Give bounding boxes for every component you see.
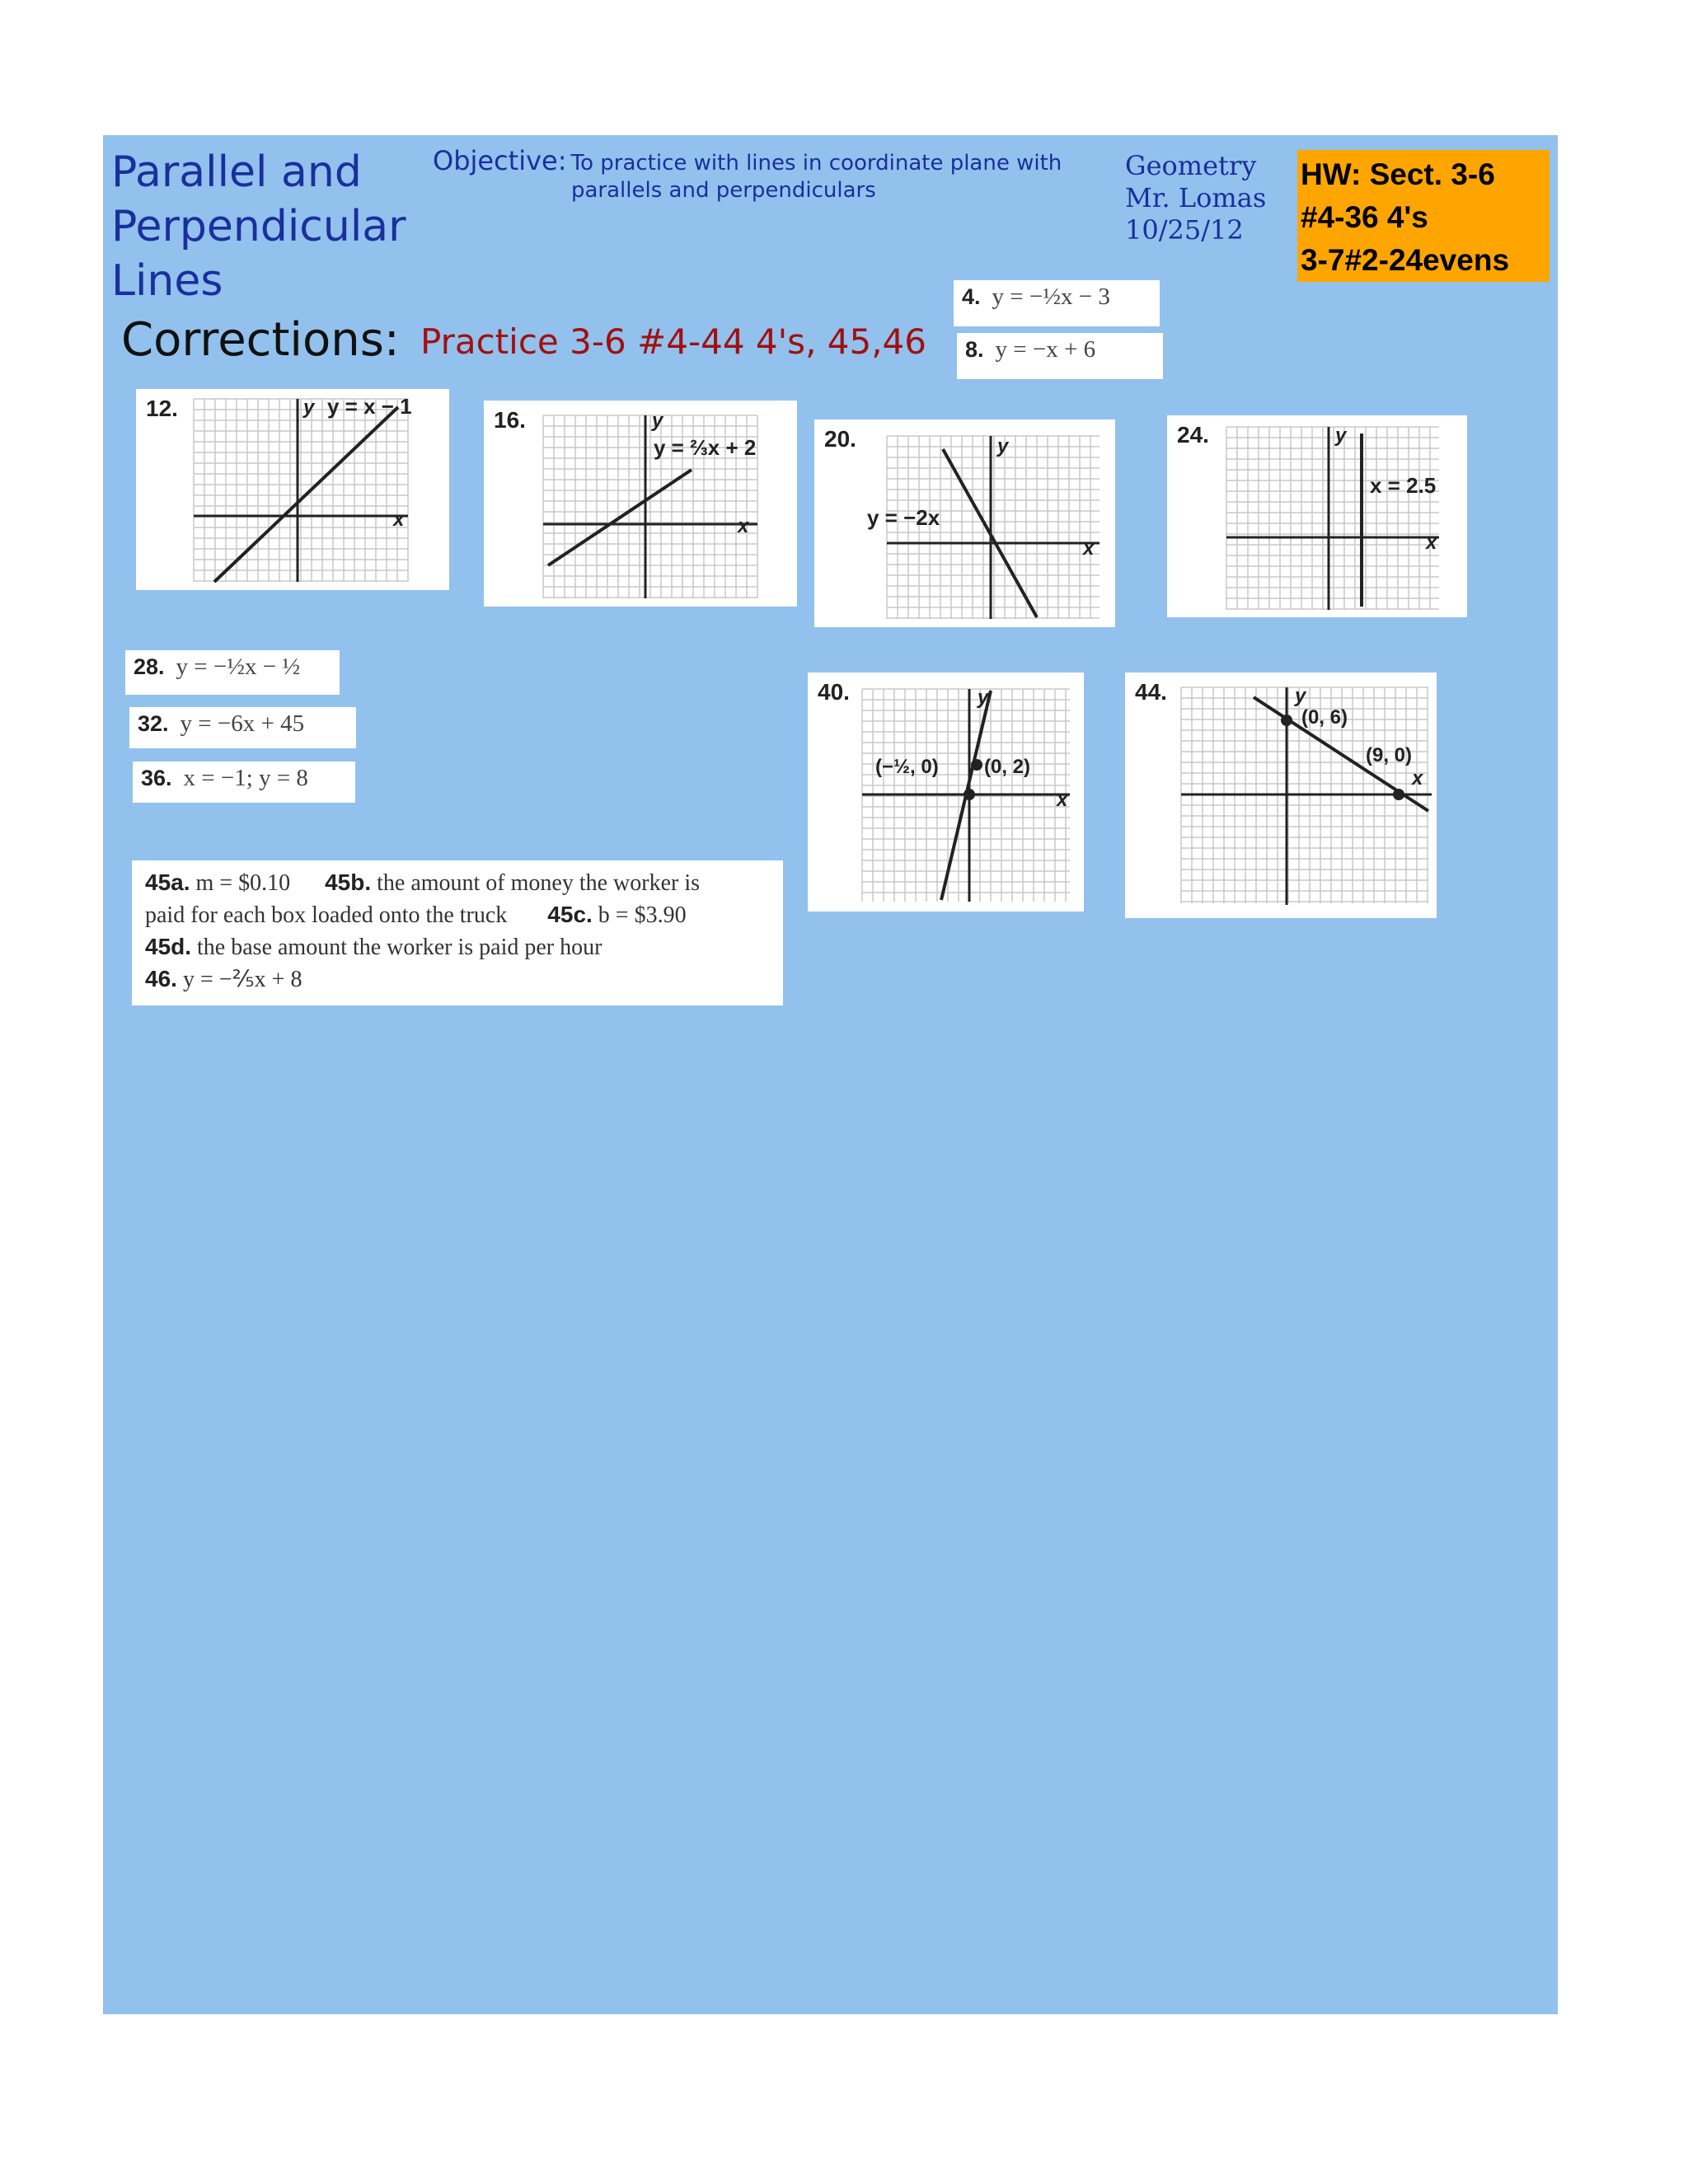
answers-45-46 [132,860,783,1005]
answer-number: 45a. [145,869,190,895]
answer-45b-45c [145,899,770,931]
point-label: (0, 2) [984,756,1031,778]
answer-45d: the base amount the worker is paid per hour [197,935,603,960]
y-axis-label: y [1295,685,1306,707]
y-axis-label: y [652,410,663,432]
graph-24-plot [1167,415,1467,617]
worksheet-board [103,135,1558,2014]
point-label: (9, 0) [1366,744,1413,766]
answer-8 [957,333,1163,379]
y-axis-label: y [997,435,1009,457]
problem-number: 12. [146,396,178,421]
answer-expression: y = −½x − 3 [992,284,1110,310]
problem-number: 16. [494,407,526,433]
answer-45c: b = $3.90 [598,902,687,928]
objective-text-2: parallels and perpendiculars [571,178,876,203]
graph-line [548,470,692,565]
x-axis-label: x [1057,789,1068,811]
answer-number: 45c. [547,902,593,927]
answer-expression: y = −6x + 45 [180,710,305,737]
problem-number: 44. [1135,679,1167,705]
answer-number: 45b. [325,869,372,895]
graph-40-plot [808,673,1084,912]
x-axis-label: x [1412,767,1423,790]
line-equation: y = −2x [867,505,940,530]
answer-45d-row [145,931,770,963]
answer-28 [125,650,340,695]
answer-4 [954,280,1160,326]
answer-45a: m = $0.10 [195,870,291,896]
point-marker [1393,789,1404,800]
graph-line [214,407,398,582]
answer-number: 46. [145,966,177,991]
answer-number: 8. [965,337,984,362]
answer-expression: y = −½x − ½ [176,654,301,680]
graph-12-plot [136,389,449,590]
y-axis-label: y [978,687,989,709]
problem-number: 20. [824,426,856,452]
objective [433,145,1076,203]
answer-36 [133,762,355,803]
graph-44 [1125,673,1437,918]
objective-text: To practice with lines in coordinate plane with [570,151,1062,176]
x-axis-label: x [738,515,749,537]
answer-expression: x = −1; y = 8 [183,765,308,791]
course-info [1125,150,1266,246]
graph-24 [1167,415,1467,617]
homework-line-3: 3-7#2-24evens [1301,243,1510,277]
answer-number: 28. [134,654,165,679]
y-axis-label: y [1335,424,1347,447]
answer-number: 32. [138,711,169,736]
title-line-2: Perpendicular [111,202,406,251]
x-axis-label: x [1083,537,1095,560]
answer-number: 4. [962,284,981,309]
graph-20-plot [814,419,1115,627]
point-label: (0, 6) [1301,706,1348,729]
x-axis-label: x [393,509,405,531]
graph-40 [808,673,1084,912]
graph-16-plot [484,401,797,607]
page-title [111,145,416,308]
line-equation: y = x − 1 [327,394,412,419]
x-axis-label: x [1426,532,1437,554]
problem-number: 40. [818,679,850,705]
answer-45b: the amount of money the worker is [377,870,701,896]
objective-label: Objective: [433,145,567,176]
homework-box [1297,150,1550,282]
graph-44-plot [1125,673,1437,918]
corrections-label: Corrections: [121,313,400,367]
line-equation: y = ⅔x + 2 [654,435,757,460]
answer-46-row [145,963,770,996]
date: 10/25/12 [1125,214,1244,246]
graph-12 [136,389,449,590]
answer-32 [129,707,356,748]
problem-number: 24. [1177,422,1209,448]
point-marker [971,759,982,771]
answer-46: y = −⅖x + 8 [182,967,302,992]
title-line-1: Parallel and [111,148,362,197]
answer-expression: y = −x + 6 [995,336,1096,363]
title-line-3: Lines [111,256,223,306]
graph-16 [484,401,797,607]
answer-45a-45b [145,867,770,899]
teacher-name: Mr. Lomas [1125,182,1267,213]
point-label: (−½, 0) [875,756,939,778]
graph-20 [814,419,1115,627]
point-marker [1281,715,1292,726]
y-axis-label: y [303,396,315,419]
homework-line-2: #4-36 4's [1301,200,1428,234]
line-equation: x = 2.5 [1370,473,1437,498]
corrections-assignment: Practice 3-6 #4-44 4's, 45,46 [420,321,927,362]
answer-45b-continued: paid for each box loaded onto the truck [145,902,508,928]
answer-number: 45d. [145,934,192,959]
course-name: Geometry [1125,150,1257,181]
point-marker [964,789,975,800]
answer-number: 36. [141,766,172,790]
homework-line-1: HW: Sect. 3-6 [1301,157,1495,191]
